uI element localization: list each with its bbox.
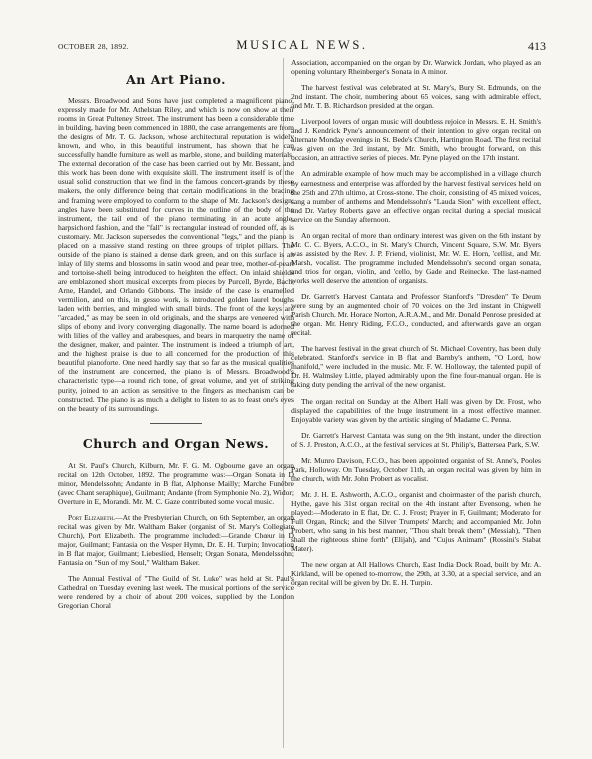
running-header	[58, 38, 546, 54]
art-piano-paragraph: Messrs. Broadwood and Sons have just completed a magnificent piano, expressly made for Mr. Athelstan Riley, and which is now on show at their rooms in Great Pulteney Street. The instrument has been a considerable time in building, having been commenced in 1880, the case arrangements are from the designs of Mr. T. G. Jackson, whose architectural reputation is widely known, and who, in this beautiful instrument, has shown that he can successfully handle furniture as well as marble, stone, and building materials. The external decoration of the case has been carried out by Mr. Bessant, and this work has been done with exquisite skill. The instrument itself is of the usual solid construction that we find in the famous concert-grands by these makers, the only difference being that certain modifications in the bracing and framing were employed to conform to the shape of Mr. Jackson's design; angles have been substituted for curves in the outline of the body of the instrument, the tail end of the piano terminating in an acute angle, harpsichord fashion, and the "fall" is rectangular instead of rounded off, as is customary. Mr. Jackson supersedes the conventional "legs," and the piano is placed on a massive stand resting on three groups of triplet pillars. The outside of the piano is stained a dense dark green, and on this surface is an inlay of lily stems and blossoms in satin wood and pear tree, mother-of-pearl and tortoise-shell being introduced to heighten the effect. On inlaid shields are emblazoned short musical excerpts from pieces by Purcell, Byrde, Bach, Arne, Handel, and Orlando Gibbons. The inside of the case is enamelled vermilion, and on this, in gesso work, is introduced golden laurel boughs laden with berries, and mingled with small birds. The front of the keys are "arcaded," as may be seen in old originals, and the sharps are veneered with slips of ebony and ivory converging diagonally. The name board is adorned with lilies of the valley and arabesques, and bears in marquetry the name of the designer, maker, and painter. The instrument is indeed a triumph of art, and the highest praise is due to all concerned for the production of this beautiful pianoforte. One need hardly say that so far as the musical qualities of the instrument are concerned, the piano is of Messrs. Broadwood's characteristic type—a round rich tone, of great volume, and yet of striking purity, joined to an action as sensitive to the fingers as mechanism can be constructed. The piano is as much a delight to listen to as to feast one's eyes on the beauty of its surroundings.	[58, 96, 294, 413]
news-paragraph-battersea: Dr. Garrett's Harvest Cantata was sung on the 9th instant, under the direction of S. J. Preston, A.C.O., at the festival services at St. Philip's, Battersea Park, S.W.	[291, 430, 541, 449]
news-paragraph-coventry: The harvest festival in the great church of St. Michael Coventry, has been duly celebrated. Stanford's service in B flat and Barnby's anthem, "O Lord, how manifold," were included in the music. Mr. F. W. Holloway, the talented pupil of Dr. H. Walmsley Little, played admirably upon the fine four-manual organ. He is taking duty pending the arrival of the new organist.	[291, 344, 541, 390]
news-paragraph-guild-st-luke: The Annual Festival of "The Guild of St. Luke" was held at St. Paul's Cathedral on Tuesday evening last week. The musical portions of the service were rendered by a choir of about 200 voices, supplied by the London Gregorian Choral	[58, 574, 294, 611]
page-number: 413	[528, 39, 546, 53]
news-paragraph-albert-hall: The organ recital on Sunday at the Albert Hall was given by Dr. Frost, who displayed the capabilities of the huge instrument in a most effective manner. Enjoyable variety was given by the artistic singing of Madame C. Penna.	[291, 396, 541, 424]
section-rule	[150, 423, 202, 424]
news-paragraph-port-elizabeth	[58, 513, 294, 567]
news-paragraph-chigwell: Dr. Garrett's Harvest Cantata and Professor Stanford's "Dresden" Te Deum were sung by an augmented choir of 70 voices on the 3rd instant in Chigwell Parish Church. Mr. Horace Norton, A.R.A.M., and Mr. Donald Penrose presided at the organ. Mr. Henry Riding, F.C.O., conducted, and afterwards gave an organ recital.	[291, 292, 541, 338]
news-paragraph-all-hallows: The new organ at All Hallows Church, East India Dock Road, built by Mr. A. Kirkland, will be opened to-morrow, the 29th, at 3.30, at a special service, and an organ recital will be given by Dr. E. H. Turpin.	[291, 560, 541, 588]
right-column	[291, 58, 541, 594]
left-column	[58, 58, 294, 617]
news-paragraph-liverpool: Liverpool lovers of organ music will doubtless rejoice in Messrs. E. H. Smith's and J. Kendrick Pyne's announcement of their intention to give organ recital on alternate Monday evenings in St. Bede's Church, Hartington Road. The first recital was given on the 3rd instant, by Mr. Smith, who brought forward, on this occasion, an attractive series of pieces. Mr. Pyne played on the 17th instant.	[291, 117, 541, 163]
news-paragraph-vincent-square: An organ recital of more than ordinary interest was given on the 6th instant by Mr. C. C. Byers, A.C.O., in St. Mary's Church, Vincent Square, S.W. Mr. Byers was assisted by the Rev. J. P. Friend, violinist, Mr. W. E. Horn, 'cellist, and Mr. Marsh, vocalist. The programme included Mendelssohn's second organ sonata, and trios for organ, violin, and 'cello, by Gade and Reinecke. The last-named works well deserve the attention of organists.	[291, 230, 541, 285]
publication-title: MUSICAL NEWS.	[236, 38, 368, 52]
port-elizabeth-text: —At the Presbyterian Church, on 6th September, an organ recital was given by Mr. Waltham Baker (organist of St. Mary's Collegiate Church), Port Elizabeth. The programme included:—Grande Chœur in D major, Guilmant; Fantasia on the Vesper Hymn, Dr. E. H. Turpin; Invocation in B flat major, Guilmant; Liebeslied, Henselt; Organ Sonata, Mendelssohn; Fantasia on "Sun of my Soul," Waltham Baker.	[58, 512, 294, 568]
place-name: Port Elizabeth.	[68, 512, 116, 522]
article-heading-church-organ-news: Church and Organ News.	[82, 435, 270, 451]
news-paragraph-kilburn: At St. Paul's Church, Kilburn, Mr. F. G. M. Ogbourne gave an organ recital on 12th October, 1892. The programme was:—Organ Sonata in D minor, Mendelssohn; Andante in B flat, Alphonse Mailly; Marche Funèbre (avec Chant seraphique), Guilmant; Andante (from Symphonie No. 2), Widor; Overture in E, Morandi. Mr. M. C. Gaze contributed some vocal music.	[58, 460, 294, 506]
news-paragraph-cross-stone: An admirable example of how much may be accomplished in a village church by earnestness and enterprise was afforded by the harvest festival services held on the 25th and 27th ultimo, at Cross-stone. The choir, consisting of 45 mixed voices, sang a number of anthems and Mendelssohn's "Lauda Sion" with excellent effect, and Dr. Varley Roberts gave an effective organ recital during a special musical service on the Sunday afternoon.	[291, 169, 541, 224]
issue-date: OCTOBER 28, 1892.	[58, 42, 129, 51]
news-paragraph-bury: The harvest festival was celebrated at St. Mary's, Bury St. Edmunds, on the 2nd instant. The choir, numbering about 65 voices, sang with admirable effect, and Mr. T. B. Richardson presided at the organ.	[291, 83, 541, 111]
news-paragraph-continued: Association, accompanied on the organ by Dr. Warwick Jordan, who played as an opening voluntary Rheinberger's Sonata in A minor.	[291, 58, 541, 77]
news-paragraph-hythe: Mr. J. H. E. Ashworth, A.C.O., organist and choirmaster of the parish church, Hythe, gave his 31st organ recital on the 4th instant after Evensong, when he played:—Moderato in E flat, Dr. C. J. Frost; Prayer in F, Guilmant; Moderato for Full Organ, Rinck; and the Silver Trumpets' March; and accompanied Mr. John Probert, who sang in his best manner, "Thou shalt break them" (Messiah), "Then shall the righteous shine forth" (Elijah), and "Cujus Animam" (Rossini's Stabat Mater).	[291, 489, 541, 554]
article-heading-art-piano: An Art Piano.	[126, 72, 226, 87]
news-paragraph-holloway: Mr. Munro Davison, F.C.O., has been appointed organist of St. Anne's, Pooles Park, Holloway. On Tuesday, October 11th, an organ recital was given by him in the church, with Mr. John Probert as vocalist.	[291, 455, 541, 483]
